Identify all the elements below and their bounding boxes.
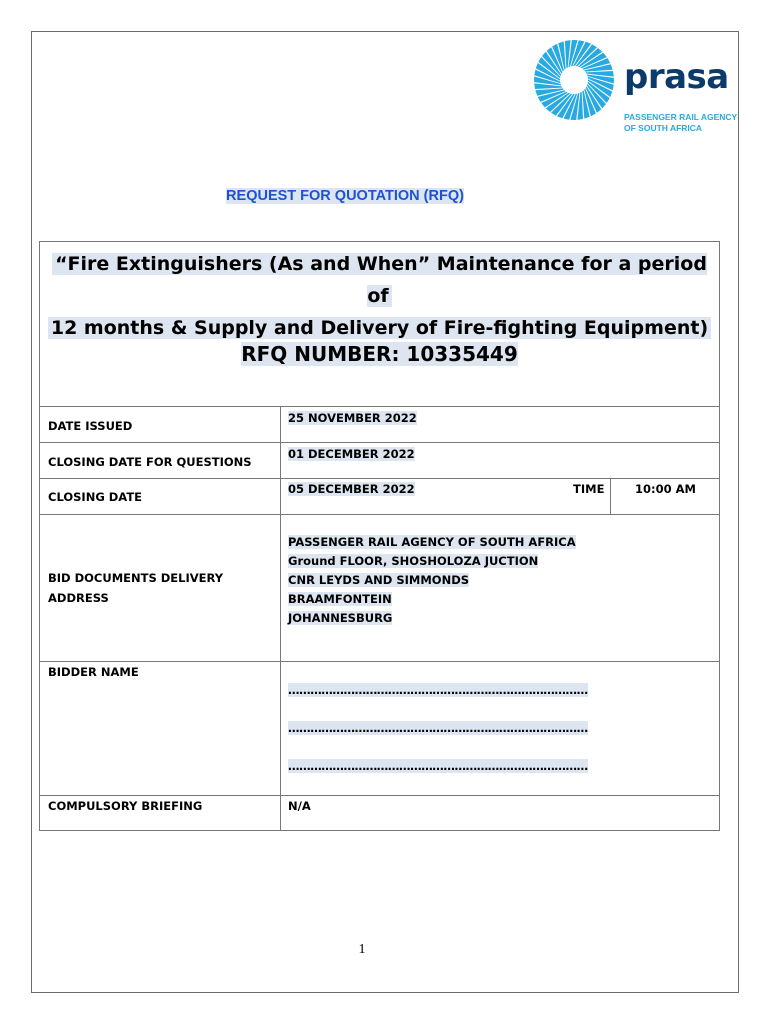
rfq-details-table [39, 241, 720, 831]
delivery-address-label: BID DOCUMENTS DELIVERY ADDRESS [48, 571, 224, 605]
page-number: 1 [358, 942, 366, 957]
row-bidder-name [40, 662, 719, 796]
bidder-name-line-3[interactable]: ……………………………………………………………………… [288, 759, 588, 773]
logo-wordmark: prasa [624, 57, 729, 97]
rfq-heading [0, 188, 690, 204]
closing-date-label: CLOSING DATE [48, 490, 143, 504]
document-title-line-1: “Fire Extinguishers (As and When” Maintenance for a period of [52, 253, 707, 307]
rfq-heading-text: REQUEST FOR QUOTATION (RFQ) [226, 188, 464, 204]
document-title [40, 248, 719, 344]
logo-subtitle-line-2: OF SOUTH AFRICA [624, 123, 703, 133]
briefing-label: COMPULSORY BRIEFING [48, 799, 203, 813]
rfq-number-text: RFQ NUMBER: 10335449 [241, 342, 518, 366]
row-compulsory-briefing [40, 796, 719, 830]
address-line-5: JOHANNESBURG [288, 611, 393, 625]
logo-subtitle-line-1: PASSENGER RAIL AGENCY [624, 112, 738, 122]
row-delivery-address [40, 515, 719, 662]
row-date-issued [40, 407, 719, 443]
bidder-name-label: BIDDER NAME [48, 665, 139, 679]
briefing-value: N/A [288, 799, 311, 813]
date-issued-value: 25 NOVEMBER 2022 [288, 411, 417, 425]
date-issued-label: DATE ISSUED [48, 419, 133, 433]
bidder-name-line-1[interactable]: ……………………………………………………………………… [288, 683, 588, 697]
address-line-1: PASSENGER RAIL AGENCY OF SOUTH AFRICA [288, 535, 576, 549]
row-closing-date [40, 479, 719, 515]
logo-subtitle [624, 112, 738, 134]
closing-questions-label: CLOSING DATE FOR QUESTIONS [48, 455, 252, 469]
sunburst-logo-icon [532, 38, 616, 122]
address-line-3: CNR LEYDS AND SIMMONDS [288, 573, 470, 587]
row-closing-questions [40, 443, 719, 479]
closing-questions-value: 01 DECEMBER 2022 [288, 447, 415, 461]
address-line-4: BRAAMFONTEIN [288, 592, 392, 606]
rfq-number [40, 342, 719, 366]
bidder-name-line-2[interactable]: ……………………………………………………………………… [288, 721, 588, 735]
delivery-address-value [288, 533, 576, 628]
time-label: TIME [573, 482, 605, 496]
title-cell [40, 242, 719, 407]
prasa-logo [532, 38, 738, 133]
closing-date-value: 05 DECEMBER 2022 [288, 482, 415, 496]
document-title-line-2: 12 months & Supply and Delivery of Fire-fighting Equipment) [48, 317, 711, 339]
time-value: 10:00 AM [635, 482, 696, 496]
address-line-2: Ground FLOOR, SHOSHOLOZA JUCTION [288, 554, 539, 568]
